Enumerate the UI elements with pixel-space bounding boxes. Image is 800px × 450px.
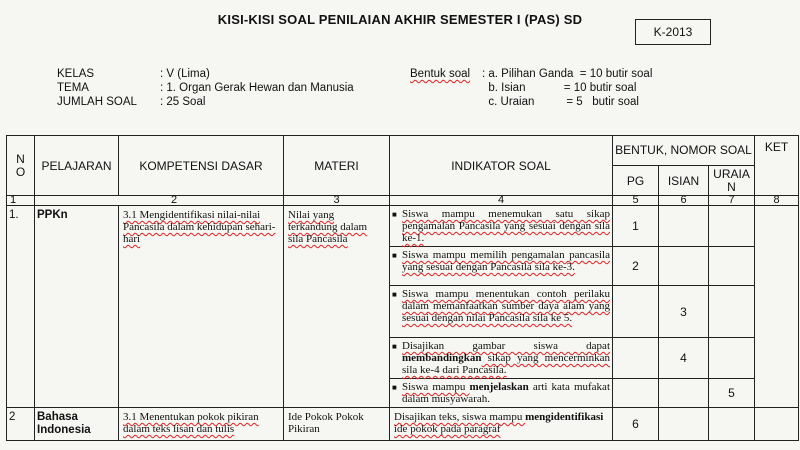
indicator-text: Siswa mampu menentukan contoh perilaku dalam memanfaatkan sumber daya alam yang sesuai dengan nilai Pancasila sila ke 5. (402, 288, 610, 324)
bentuk-soal-label: Bentuk soal (410, 68, 471, 80)
col-number: 5 (613, 196, 659, 206)
row-kompetensi-dasar (119, 206, 284, 408)
tema-label: TEMA (57, 82, 89, 94)
indicator-cell (390, 338, 613, 379)
col-number: 1 (7, 196, 35, 206)
document-title: KISI-KISI SOAL PENILAIAN AKHIR SEMESTER I (PAS) SD (217, 12, 583, 27)
pg-number: 2 (613, 247, 659, 286)
bullet-icon: ■ (392, 342, 397, 351)
kd-text: 3.1 Mengidentifikasi nilai-nilai Pancasila dalam kehidupan sehari-hari (123, 209, 276, 245)
kelas-label: KELAS (57, 68, 95, 80)
jumlah-soal-value: : 25 Soal (160, 96, 206, 108)
kelas-value: : V (Lima) (160, 68, 210, 80)
uraian-number (709, 408, 755, 441)
row-number: 2 (7, 408, 35, 441)
ket-cell (755, 206, 799, 408)
uraian-number: 5 (709, 379, 755, 408)
indicator-cell (390, 206, 613, 247)
indicator-text: Siswa mampu menemukan satu sikap pengamalan Pancasila yang sesuai dengan sila ke-1. (402, 208, 610, 244)
indicator-cell (390, 379, 613, 408)
curriculum-code-box: K-2013 (635, 19, 711, 45)
isian-number: 3 (659, 286, 709, 338)
jumlah-soal-label: JUMLAH SOAL (57, 96, 137, 108)
tema-value: : 1. Organ Gerak Hewan dan Manusia (160, 82, 354, 94)
bentuk-item-uraian: c. Uraian = 5 butir soal (482, 96, 639, 108)
indicator-text-post: arti kata mufakat dalam musyawarah. (402, 381, 610, 405)
isian-number (659, 247, 709, 286)
header-uraian: URAIA N (709, 166, 755, 196)
uraian-number (709, 286, 755, 338)
header-materi: MATERI (284, 136, 390, 196)
uraian-number (709, 338, 755, 379)
bullet-icon: ■ (392, 290, 397, 299)
indicator-text-pre: Disajikan gambar siswa dapat (402, 340, 610, 352)
row-materi (284, 206, 390, 408)
indicator-text-pre: Disajikan teks, siswa mampu (394, 411, 526, 423)
header-isian: ISIAN (659, 166, 709, 196)
pg-number (613, 286, 659, 338)
isian-number (659, 206, 709, 247)
col-number: 8 (755, 196, 799, 206)
ket-cell (755, 408, 799, 441)
header-kompetensi-dasar: KOMPETENSI DASAR (119, 136, 284, 196)
indicator-cell (390, 286, 613, 338)
indicator-text-post: ide pokok pada paragraf (394, 423, 501, 435)
header-bentuk-nomor-soal: BENTUK, NOMOR SOAL (613, 136, 755, 166)
indicator-text-pre: Siswa mampu (402, 381, 470, 393)
indicator-keyword: mengidentifikasi (525, 411, 604, 423)
row-pelajaran: PPKn (35, 206, 119, 408)
row-kompetensi-dasar (119, 408, 284, 441)
col-number: 4 (390, 196, 613, 206)
col-number: 6 (659, 196, 709, 206)
header-indikator-soal: INDIKATOR SOAL (390, 136, 613, 196)
pg-number (613, 338, 659, 379)
row-number: 1. (7, 206, 35, 408)
row-pelajaran: Bahasa Indonesia (35, 408, 119, 441)
indicator-text: Siswa mampu memilih pengamalan pancasila yang sesuai dengan Pancasila sila ke-3. (402, 249, 610, 273)
header-pelajaran: PELAJARAN (35, 136, 119, 196)
header-ket: KET (755, 136, 799, 196)
kd-text: 3.1 Menentukan pokok pikiran dalam teks lisan dan tulis (123, 411, 259, 435)
isian-number: 4 (659, 338, 709, 379)
uraian-number (709, 206, 755, 247)
isian-number (659, 408, 709, 441)
col-number: 3 (284, 196, 390, 206)
bullet-icon: ■ (392, 251, 397, 260)
row-materi (284, 408, 390, 441)
header-pg: PG (613, 166, 659, 196)
pg-number (613, 379, 659, 408)
pg-number: 6 (613, 408, 659, 441)
indicator-cell (390, 408, 613, 441)
materi-text: Ide Pokok Pokok Pikiran (288, 411, 364, 435)
col-number: 2 (35, 196, 284, 206)
indicator-cell (390, 247, 613, 286)
isian-number (659, 379, 709, 408)
indicator-keyword: menjelaskan (469, 381, 529, 393)
col-number: 7 (709, 196, 755, 206)
bullet-icon: ■ (392, 210, 397, 219)
materi-text: Nilai yang terkandung dalam sila Pancasila (288, 209, 368, 245)
bentuk-item-isian: b. Isian = 10 butir soal (482, 82, 637, 94)
indicator-keyword: membandingkan (402, 352, 482, 364)
header-no: N O (7, 136, 35, 196)
pg-number: 1 (613, 206, 659, 247)
bullet-icon: ■ (392, 383, 397, 392)
uraian-number (709, 247, 755, 286)
kisi-kisi-table (6, 135, 799, 441)
indicator-text-post: sikap yang mencerminkan sila ke-4 dari Pancasila. (402, 352, 610, 376)
bentuk-item-pg: : a. Pilihan Ganda = 10 butir soal (482, 68, 653, 80)
